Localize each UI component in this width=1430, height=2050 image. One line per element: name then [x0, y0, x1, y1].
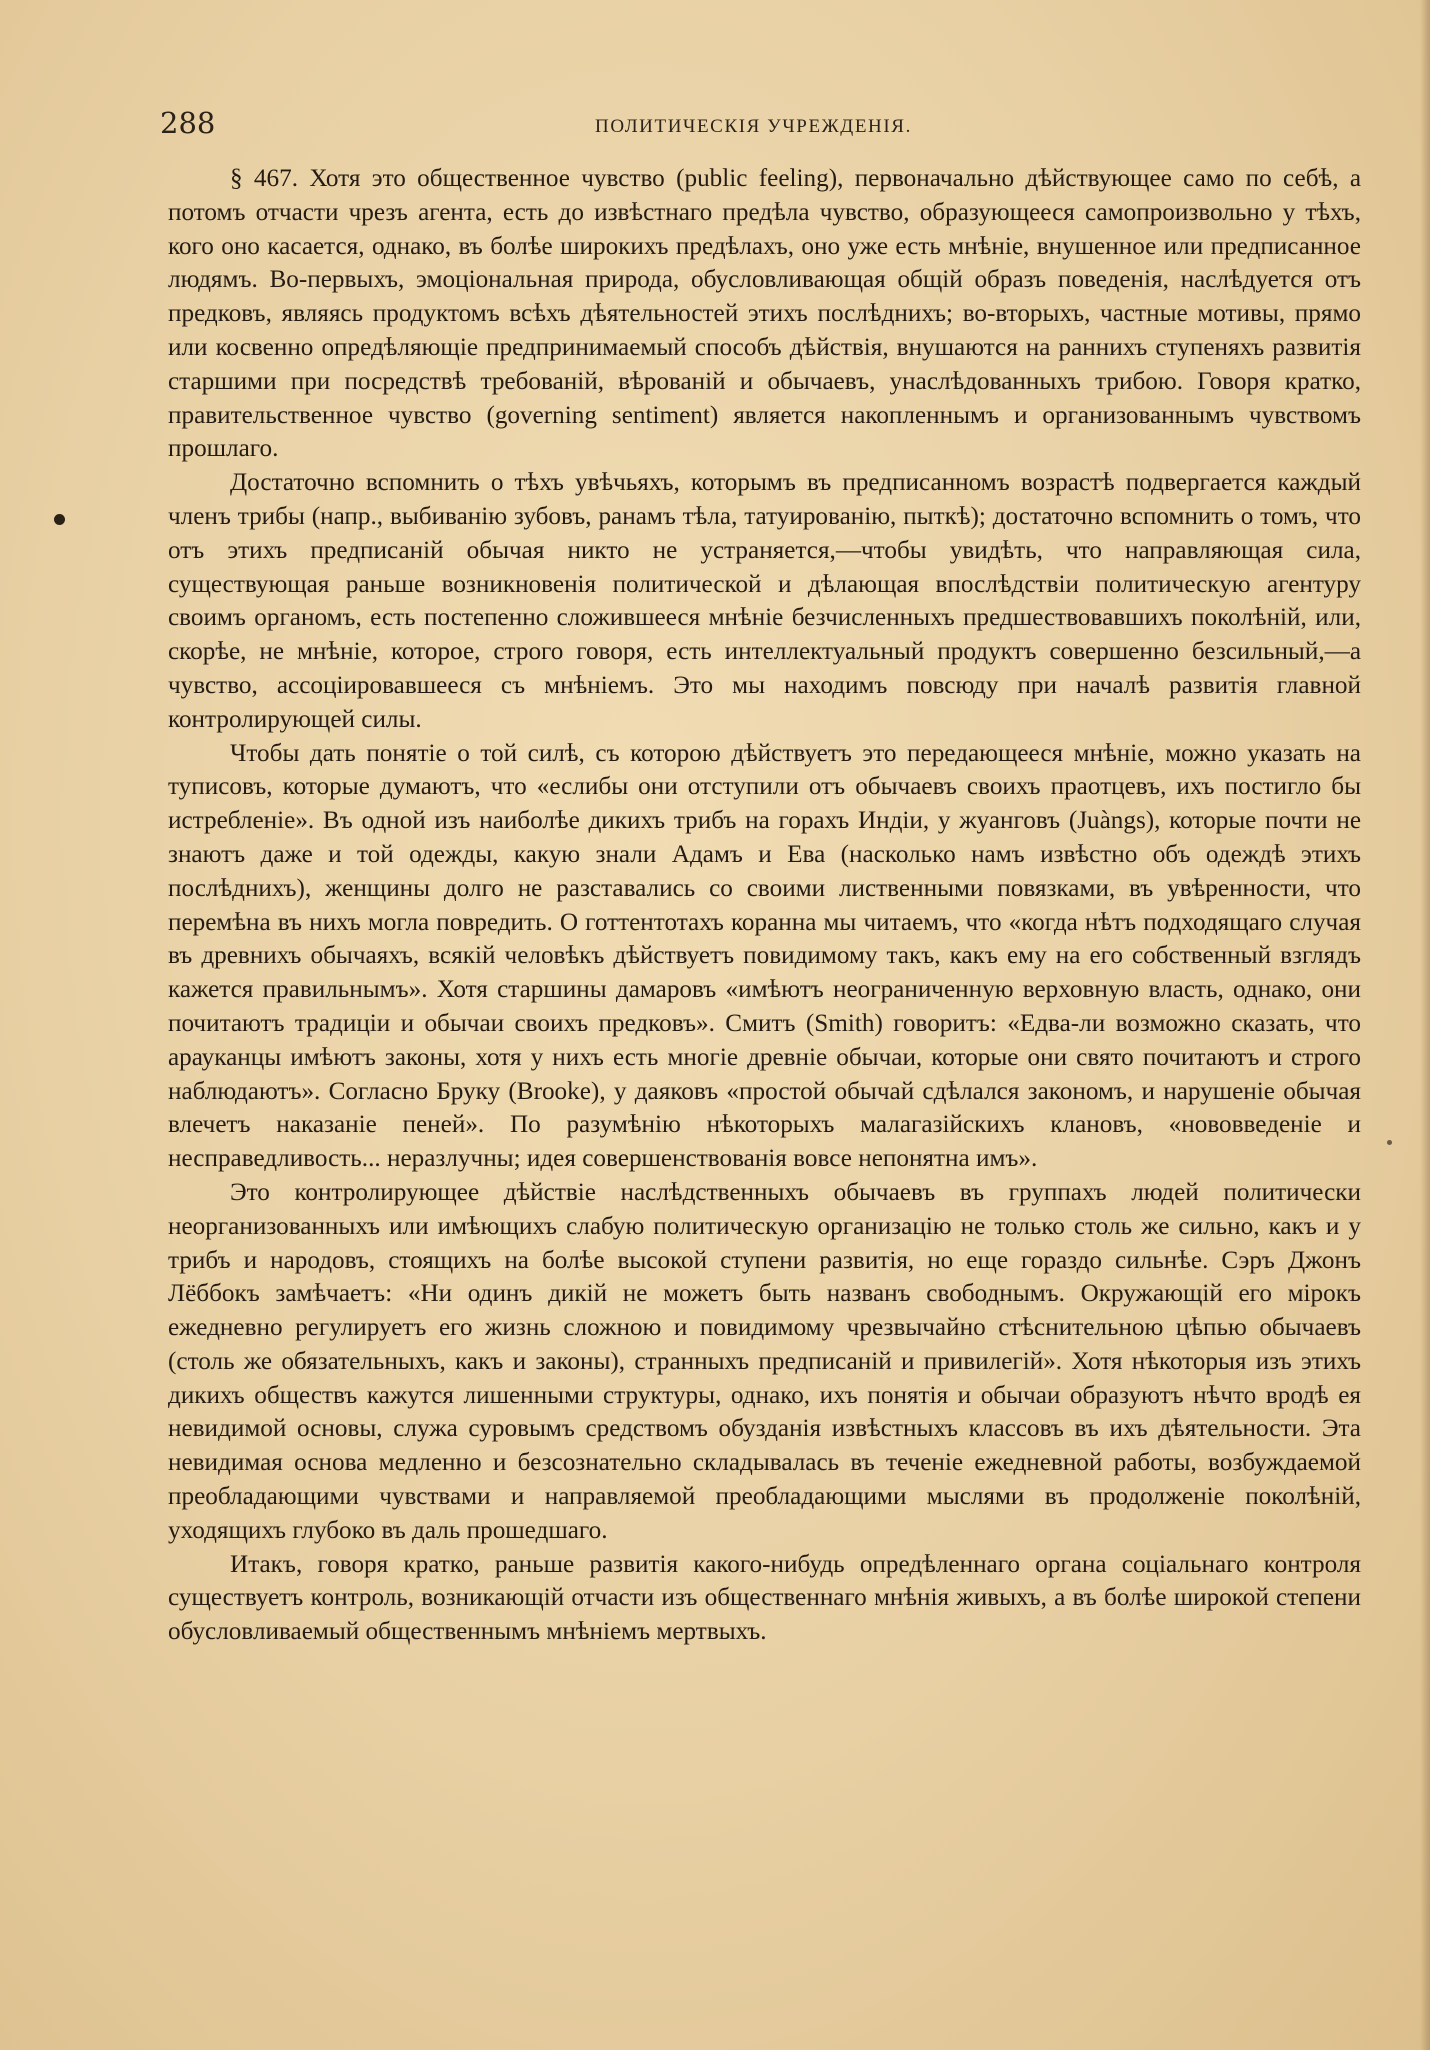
page-edge-shadow — [1420, 0, 1430, 2050]
page-number: 288 — [160, 106, 216, 140]
paragraph: Чтобы дать понятіе о той силѣ, съ которою дѣйствуетъ это передающееся мнѣніе, можно указать на туписовъ, которые думаютъ, что «еслибы они отступили отъ обычаевъ своихъ праотцевъ, ихъ постигло бы истребленіе». Въ одной изъ наиболѣе дикихъ трибъ на горахъ Индіи, у жуанговъ (Juàngs), которые почти не знаютъ даже и той одежды, какую знали Адамъ и Ева (насколько намъ извѣстно объ одеждѣ этихъ послѣднихъ), женщины долго не разставались со своими лиственными повязками, въ увѣренности, что перемѣна въ нихъ могла повредить. О готтентотахъ коранна мы читаемъ, что «когда нѣтъ подходящаго случая въ древнихъ обычаяхъ, всякій человѣкъ дѣйствуетъ повидимому такъ, какъ ему на его собственный взглядъ кажется правильнымъ». Хотя старшины дамаровъ «имѣютъ неограниченную верховную власть, однако, они почитаютъ традиціи и обычаи своихъ предковъ». Смитъ (Smith) говоритъ: «Едва-ли возможно сказать, что арауканцы имѣютъ законы, хотя у нихъ есть многіе древніе обычаи, которые они свято почитаютъ и строго наблюдаютъ». Согласно Бруку (Brooke), у даяковъ «простой обычай сдѣлался закономъ, и нарушеніе обычая влечетъ наказаніе пеней». По разумѣнію нѣкоторыхъ малагазійскихъ клановъ, «нововведеніе и несправедливость... неразлучны; идея совершенствованія вовсе непонятна имъ». — [168, 739, 1361, 1173]
page-header — [160, 100, 1360, 146]
paragraph: Итакъ, говоря кратко, раньше развитія какого-нибудь опредѣленнаго органа соціальнаго контроля существуетъ контроль, возникающій отчасти изъ общественнаго мнѣнія живыхъ, а въ болѣе широкой степени обусловливаемый общественнымъ мнѣніемъ мертвыхъ. — [168, 1550, 1361, 1646]
paragraph: Достаточно вспомнить о тѣхъ увѣчьяхъ, которымъ въ предписанномъ возрастѣ подвергается каждый членъ трибы (напр., выбиванію зубовъ, ранамъ тѣла, татуированію, пыткѣ); достаточно вспомнить о томъ, что отъ этихъ предписаній обычая никто не устраняется,—чтобы увидѣть, что направляющая сила, существующая раньше возникновенія политической и дѣлающая впослѣдствіи политическую агентуру своимъ органомъ, есть постепенно сложившееся мнѣніе безчисленныхъ предшествовавшихъ поколѣній, или, скорѣе, не мнѣніе, которое, строго говоря, есть интеллектуальный продуктъ совершенно безсильный,—а чувство, ассоціировавшееся съ мнѣніемъ. Это мы находимъ повсюду при началѣ развитія главной контролирующей силы. — [168, 469, 1361, 733]
margin-speck — [1387, 1140, 1392, 1145]
paragraph: § 467. Хотя это общественное чувство (public feeling), первоначально дѣйствующее само по себѣ, а потомъ отчасти чрезъ агента, есть до извѣстнаго предѣла чувство, образующееся самопроизвольно у тѣхъ, кого оно касается, однако, въ болѣе широкихъ предѣлахъ, оно уже есть мнѣніе, внушенное или предписанное людямъ. Во-первыхъ, эмоціональная природа, обусловливающая общій образъ поведенія, наслѣдуется отъ предковъ, являясь продуктомъ всѣхъ дѣятельностей этихъ послѣднихъ; во-вторыхъ, частные мотивы, прямо или косвенно опредѣляющіе предпринимаемый способъ дѣйствія, внушаются на раннихъ ступеняхъ развитія старшими при посредствѣ требованій, вѣрованій и обычаевъ, унаслѣдованныхъ трибою. Говоря кратко, правительственное чувство (governing sentiment) является накопленнымъ и организованнымъ чувствомъ прошлаго. — [168, 165, 1361, 463]
paragraph: Это контролирующее дѣйствіе наслѣдственныхъ обычаевъ въ группахъ людей политически неорганизованныхъ или имѣющихъ слабую политическую организацію не только столь же сильно, какъ и у трибъ и народовъ, стоящихъ на болѣе высокой ступени развитія, но еще гораздо сильнѣе. Сэръ Джонъ Лёббокъ замѣчаетъ: «Ни одинъ дикій не можетъ быть названъ свободнымъ. Окружающій его мірокъ ежедневно регулируетъ его жизнь сложною и повидимому чрезвычайно стѣснительною цѣпью обычаевъ (столь же обязательныхъ, какъ и законы), странныхъ предписаній и привилегій». Хотя нѣкоторыя изъ этихъ дикихъ обществъ кажутся лишенными структуры, однако, ихъ понятія и обычаи образуютъ нѣчто вродѣ ея невидимой основы, служа суровымъ средствомъ обузданія извѣстныхъ классовъ въ ихъ дѣятельности. Эта невидимая основа медленно и безсознательно складывалась въ теченіе ежедневной работы, возбуждаемой преобладающими чувствами и направляемой преобладающими мыслями въ продолженіе поколѣній, уходящихъ глубоко въ даль прошедшаго. — [168, 1178, 1361, 1544]
body-text — [168, 162, 1361, 1649]
running-title: ПОЛИТИЧЕСКІЯ УЧРЕЖДЕНІЯ. — [595, 116, 912, 137]
margin-ink-dot — [54, 514, 65, 525]
